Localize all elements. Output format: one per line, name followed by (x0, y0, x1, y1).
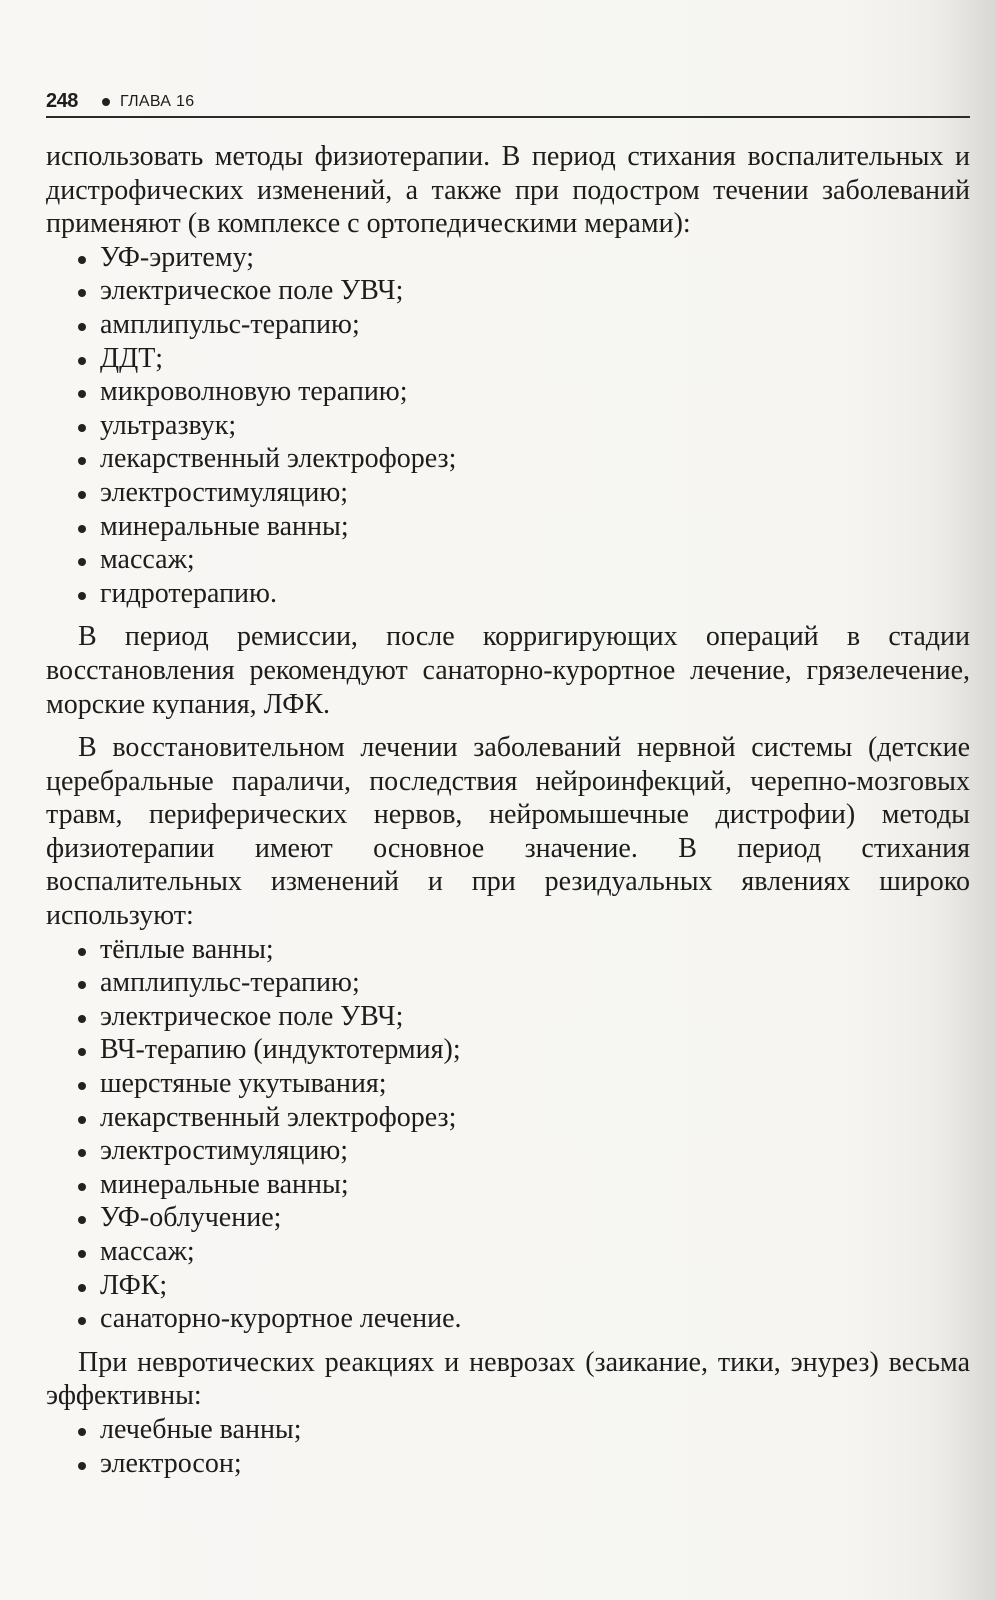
paragraph-1: использовать методы физиотерапии. В период стихания воспалительных и дистрофических изменений, а также при подостром течении заболеваний применяют (в комплексе с ортопедическими мерами): (46, 141, 970, 240)
physiotherapy-list-1 (46, 241, 970, 611)
list-item: ЛФК; (78, 1269, 970, 1303)
list-item: тёплые ванны; (78, 933, 970, 967)
list-item: амплипульс-терапию; (78, 966, 970, 1000)
page-number: 248 (46, 90, 78, 112)
paragraph-2: В период ремиссии, после корригирующих операций в стадии восстановления рекомендуют санаторно-курортное лечение, грязелечение, морские купания, ЛФК. (46, 621, 970, 720)
list-item: ВЧ-терапию (индуктотермия); (78, 1033, 970, 1067)
paragraph-3: В восстановительном лечении заболеваний нервной системы (детские церебральные параличи, последствия нейроинфекций, черепно-мозговых травм, периферических нервов, нейромышечные дистрофии) методы физиотерапии имеют основное значение. В период стихания воспалительных изменений и при резидуальных явлениях широко используют: (46, 732, 970, 932)
list-item: лекарственный электрофорез; (78, 1101, 970, 1135)
list-item: электростимуляцию; (78, 1134, 970, 1168)
list-item: лечебные ванны; (78, 1413, 970, 1447)
paragraph-4: При невротических реакциях и неврозах (заикание, тики, энурез) весьма эффективны: (46, 1346, 970, 1412)
list-item: электростимуляцию; (78, 476, 970, 510)
list-item: санаторно-курортное лечение. (78, 1302, 970, 1336)
list-item: ультразвук; (78, 409, 970, 443)
list-item: УФ-облучение; (78, 1201, 970, 1235)
chapter-title: ГЛАВА 16 (120, 93, 195, 110)
physiotherapy-list-3 (46, 1413, 970, 1480)
list-item: лекарственный электрофорез; (78, 442, 970, 476)
list-item: шерстяные укутывания; (78, 1067, 970, 1101)
list-item: электрическое поле УВЧ; (78, 1000, 970, 1034)
page-body (46, 140, 970, 1480)
list-item: амплипульс-терапию; (78, 308, 970, 342)
list-item: гидротерапию. (78, 577, 970, 611)
list-item: ДДТ; (78, 342, 970, 376)
list-item: электрическое поле УВЧ; (78, 274, 970, 308)
list-item: минеральные ванны; (78, 510, 970, 544)
running-header (46, 88, 970, 118)
physiotherapy-list-2 (46, 933, 970, 1336)
list-item: минеральные ванны; (78, 1168, 970, 1202)
list-item: массаж; (78, 1235, 970, 1269)
list-item: микроволновую терапию; (78, 375, 970, 409)
header-bullet-icon (102, 98, 110, 106)
list-item: УФ-эритему; (78, 241, 970, 275)
list-item: электросон; (78, 1447, 970, 1481)
list-item: массаж; (78, 543, 970, 577)
